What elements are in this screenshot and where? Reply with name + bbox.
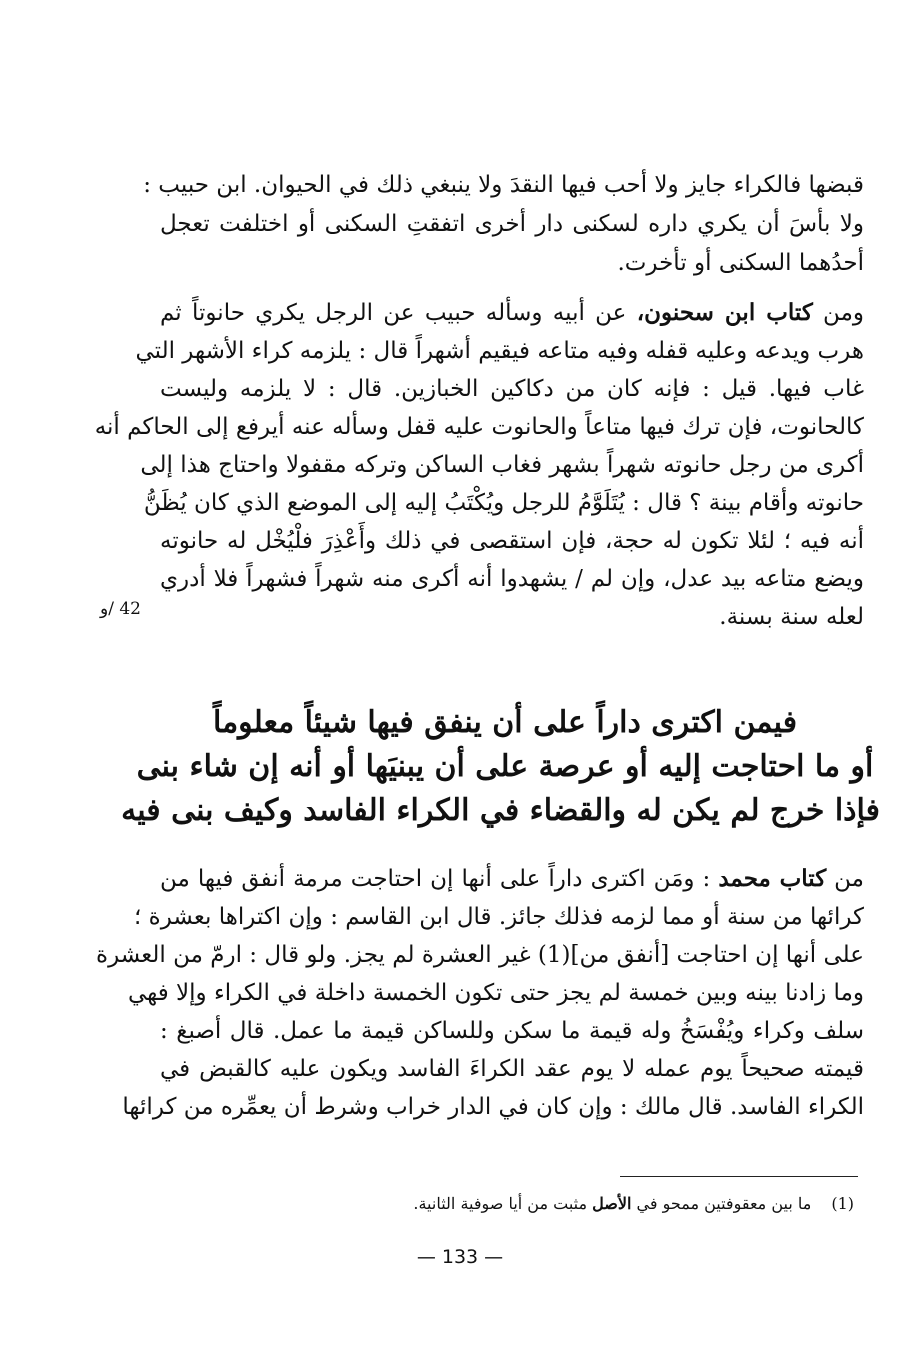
- text-line: وما زادنا بينه وبين خمسة لم يجز حتى تكون الخمسة داخلة في الكراء وإلا فهي: [127, 980, 864, 1006]
- text-line: أحدُهما السكنى أو تأخرت.: [617, 250, 864, 276]
- text-line: غاب فيها. قيل : فإنه كان من دكاكين الخبازين. قال : لا يلزمه وليست: [160, 376, 864, 402]
- source-title: كتاب محمد: [718, 865, 827, 892]
- text-run: ومن: [812, 300, 864, 326]
- text-run: من: [826, 866, 864, 892]
- text-run: : ومَن اكترى داراً على أنها إن احتاجت مرمة أنفق فيها من: [160, 866, 719, 892]
- text-line: ولا بأسَ أن يكري داره لسكنى دار أخرى اتفقتِ السكنى أو اختلفت تعجل: [160, 211, 864, 237]
- footnote-bold-word: الأصل: [592, 1194, 632, 1213]
- text-run: عن أبيه وسأله حبيب عن الرجل يكري حانوتاً ثم: [160, 300, 637, 326]
- text-line: على أنها إن احتاجت [أنفق من](1) غير العشرة لم يجز. ولو قال : ارمّ من العشرة: [96, 942, 864, 968]
- text-line: هرب ويدعه وعليه قفله وفيه متاعه فيقيم أشهراً قال : يلزمه كراء الأشهر التي: [135, 338, 864, 364]
- text-line: الكراء الفاسد. قال مالك : وإن كان في الدار خراب وشرط أن يعمِّره من كرائها: [122, 1094, 864, 1120]
- text-line: سلف وكراء ويُفْسَخُ وله قيمة ما سكن وللساكن قيمة ما عمل. قال أصبغ :: [160, 1018, 864, 1044]
- heading-line: أو ما احتاجت إليه أو عرصة على أن يبنيَها أو أنه إن شاء بنى: [136, 749, 874, 784]
- text-line: حانوته وأقام بينة ؟ قال : يُتَلَوَّمُ للرجل ويُكْتَبُ إليه إلى الموضع الذي كان يُظَنُّ: [143, 490, 864, 516]
- text-line: أنه فيه ؛ لئلا تكون له حجة، فإن استقصى في ذلك وأَعْذِرَ فلْيُخْل له حانوته: [160, 528, 864, 554]
- margin-folio-note: 42 /و: [100, 599, 141, 619]
- footnote-text: مثبت من أيا صوفية الثانية.: [413, 1194, 593, 1213]
- text-line: لعله سنة بسنة.: [719, 604, 864, 630]
- text-line: [160, 296, 864, 330]
- footnote: [294, 1190, 854, 1218]
- footnote-number: (1): [831, 1194, 854, 1213]
- heading-line: فإذا خرج لم يكن له والقضاء في الكراء الفاسد وكيف بنى فيه: [121, 793, 880, 828]
- page-number: — 133 —: [416, 1246, 504, 1268]
- text-line: كالحانوت، فإن ترك فيها متاعاً والحانوت عليه قفل وسأله عنه أيرفع إلى الحاكم أنه: [94, 414, 864, 440]
- text-line: قيمته صحيحاً يوم عمله لا يوم عقد الكراءَ الفاسد ويكون عليه كالقبض في: [160, 1056, 864, 1082]
- footnote-separator: [620, 1176, 858, 1177]
- footnote-text: ما بين معقوفتين ممحو في: [631, 1194, 812, 1213]
- text-line: ويضع متاعه بيد عدل، وإن لم / يشهدوا أنه أكرى منه شهراً فشهراً فلا أدري: [160, 566, 864, 592]
- source-title: كتاب ابن سحنون،: [636, 299, 813, 326]
- text-line: أكرى من رجل حانوته شهراً بشهر فغاب الساكن وتركه مقفولا واحتاج هذا إلى: [140, 452, 864, 478]
- heading-line: فيمن اكترى داراً على أن ينفق فيها شيئاً معلوماً: [212, 705, 798, 740]
- text-line: كرائها من سنة أو مما لزمه فذلك جائز. قال ابن القاسم : وإن اكتراها بعشرة ؛: [134, 904, 864, 930]
- text-line: قبضها فالكراء جايز ولا أحب فيها النقدَ ولا ينبغي ذلك في الحيوان. ابن حبيب :: [143, 172, 864, 198]
- text-line: [160, 862, 864, 896]
